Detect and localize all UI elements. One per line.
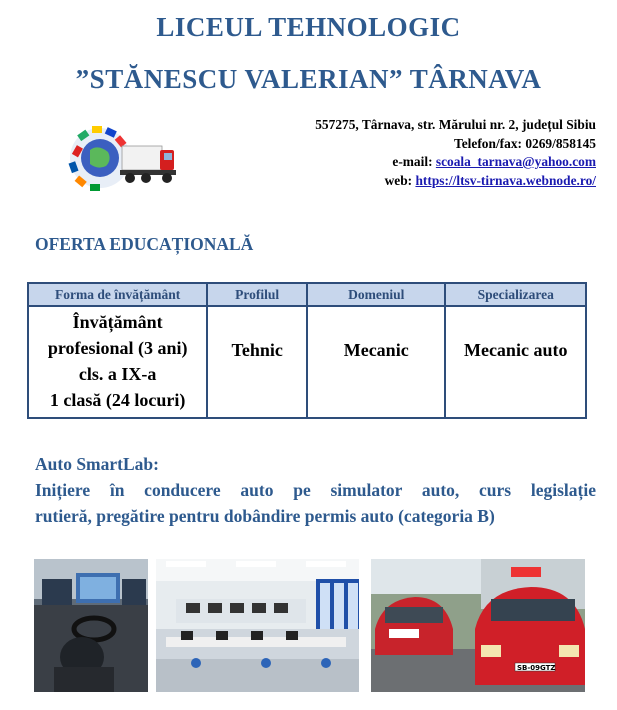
web-line xyxy=(315,172,596,191)
forma-line: cls. a IX-a xyxy=(78,364,157,384)
email-label: e-mail: xyxy=(392,154,436,169)
address-line: 557275, Târnava, str. Mărului nr. 2, județul Sibiu xyxy=(315,117,596,132)
smartlab-desc-line1: Inițiere în conducere auto pe simulator auto, curs legislație xyxy=(35,480,596,500)
col-specializare: Specializarea xyxy=(445,283,586,306)
domeniu-value: Mecanic xyxy=(343,340,409,360)
school-title-line1: LICEUL TEHNOLOGIC xyxy=(156,12,461,42)
license-plate: SB-09GTZ xyxy=(517,664,556,672)
phone-line: Telefon/fax: 0269/858145 xyxy=(454,135,596,151)
truck-icon xyxy=(120,146,176,183)
simulator-photo xyxy=(34,559,148,692)
table-header-row xyxy=(28,283,586,306)
offer-table xyxy=(27,282,587,419)
computer-lab-photo xyxy=(156,559,359,692)
forma-line: profesional (3 ani) xyxy=(47,338,188,358)
col-domeniu: Domeniul xyxy=(307,283,445,306)
web-link[interactable]: https://ltsv-tirnava.webnode.ro/ xyxy=(415,172,596,188)
school-logo xyxy=(66,124,176,194)
smartlab-section xyxy=(35,451,596,529)
smartlab-desc-line2: rutieră, pregătire pentru dobândire permis auto (categoria B) xyxy=(35,506,495,526)
cell-domeniu xyxy=(307,306,445,418)
specializare-value: Mecanic auto xyxy=(463,340,568,360)
cell-profil xyxy=(207,306,307,418)
profil-value: Tehnic xyxy=(231,340,283,360)
col-profil: Profilul xyxy=(207,283,307,306)
flags-ring-icon xyxy=(69,126,130,191)
contact-block xyxy=(315,116,596,190)
school-title-line2: ”STĂNESCU VALERIAN” TÂRNAVA xyxy=(75,64,542,94)
training-cars-photo xyxy=(371,559,585,692)
table-row xyxy=(28,306,586,418)
col-forma: Forma de învățământ xyxy=(28,283,207,306)
forma-line: 1 clasă (24 locuri) xyxy=(49,390,186,410)
email-line xyxy=(315,153,596,172)
web-label: web: xyxy=(384,172,416,188)
cell-specializare xyxy=(445,306,586,418)
cell-forma xyxy=(28,306,207,418)
offer-heading: OFERTA EDUCAȚIONALĂ xyxy=(35,234,254,254)
forma-line: Învățământ xyxy=(72,312,163,332)
smartlab-title: Auto SmartLab: xyxy=(35,454,159,474)
email-link[interactable]: scoala_tarnava@yahoo.com xyxy=(435,154,596,169)
